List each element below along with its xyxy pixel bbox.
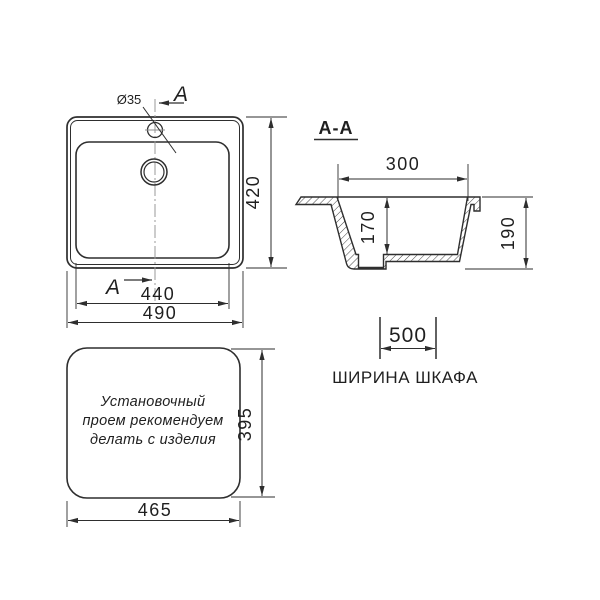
cutout-note-line3: делать с изделия	[90, 432, 216, 448]
cutout-note-line2: проем рекомендуем	[82, 413, 224, 429]
top-view	[67, 83, 287, 328]
dim-170-value: 170	[358, 209, 378, 245]
dim-300-value: 300	[385, 154, 421, 174]
hole-diameter-label: Ø35	[116, 92, 142, 107]
cabinet-width	[332, 317, 478, 387]
dim-190-value: 190	[498, 215, 518, 251]
dim-395-value: 395	[235, 406, 255, 442]
dim-420-value: 420	[243, 174, 263, 210]
drain-inner-circle	[144, 162, 164, 182]
cabinet-width-caption: ШИРИНА ШКАФА	[332, 368, 478, 387]
section-title: A-A	[318, 118, 354, 138]
cutout-view	[67, 348, 275, 527]
cabinet-width-value: 500	[388, 324, 428, 347]
section-cross-section	[296, 197, 480, 269]
section-letter-bottom: A	[105, 276, 121, 299]
drain-outer-circle	[141, 159, 167, 185]
section-view	[296, 118, 533, 269]
dim-465-value: 465	[137, 500, 173, 520]
section-letter-top: A	[173, 83, 189, 106]
dim-440-value: 440	[140, 284, 176, 304]
cutout-note-line1: Установочный	[100, 394, 206, 410]
dim-490-value: 490	[142, 303, 178, 323]
